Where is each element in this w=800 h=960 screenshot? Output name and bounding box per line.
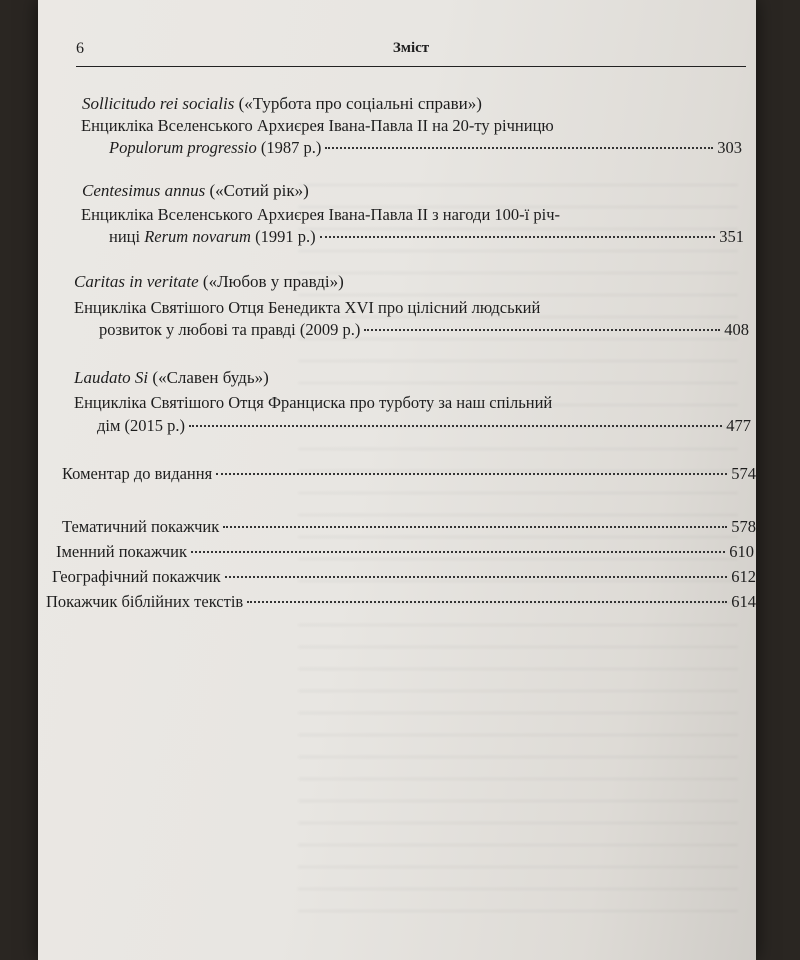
page-ref: 578	[731, 517, 756, 536]
ukrainian-title: («Любов у правді»)	[198, 272, 344, 291]
toc-entry-description-cont: дім (2015 р.)	[97, 416, 186, 435]
dot-leader	[225, 576, 728, 578]
dot-leader	[223, 526, 727, 528]
commentary-row	[62, 464, 756, 484]
index-row	[46, 592, 756, 612]
index-row	[56, 542, 754, 562]
dot-leader	[191, 551, 725, 553]
index-label: Іменний покажчик	[56, 542, 188, 561]
toc-entry-title	[82, 181, 309, 201]
latin-title: Caritas in veritate	[74, 272, 199, 291]
year-text: (1991 р.)	[250, 227, 316, 246]
page-ref: 574	[731, 464, 756, 483]
commentary-label: Коментар до видання	[62, 464, 213, 483]
latin-title: Centesimus annus	[82, 181, 206, 200]
toc-entry-description: Енцикліка Святішого Отця Франциска про турботу за наш спільний	[74, 393, 553, 412]
ukrainian-title: («Турбота про соціальні справи»)	[234, 94, 482, 113]
latin-title: Sollicitudo rei socialis	[82, 94, 235, 113]
page-ref: 408	[724, 320, 749, 339]
toc-entry-description-cont	[109, 138, 321, 158]
index-row	[52, 567, 756, 587]
line-prefix: ниці	[109, 227, 145, 246]
toc-entry-description: Енцикліка Вселенського Архиєрея Івана-Павла ІІ з нагоди 100-ї річ-	[81, 205, 560, 224]
toc-entry-description: Енцикліка Вселенського Архиєрея Івана-Павла ІІ на 20-ту річницю	[81, 116, 554, 135]
latin-title: Laudato Si	[74, 368, 149, 387]
dot-leader	[216, 473, 727, 475]
toc-entry-leader-row	[99, 320, 749, 340]
page-ref: 351	[719, 227, 744, 246]
toc-entry-description: Енцикліка Святішого Отця Бенедикта XVI про цілісний людський	[74, 298, 541, 317]
index-row	[62, 517, 756, 537]
page-ref: 614	[731, 592, 756, 611]
dot-leader	[189, 425, 722, 427]
toc-entry-leader-row	[97, 416, 751, 436]
dot-leader	[247, 601, 727, 603]
dot-leader	[364, 329, 720, 331]
encyclical-reference: Rerum novarum	[144, 227, 251, 246]
page-number: 6	[76, 40, 84, 57]
toc-entry-title	[74, 368, 269, 388]
toc-entry-leader-row	[109, 227, 744, 247]
toc-entry-title	[74, 272, 344, 292]
page-ref: 612	[731, 567, 756, 586]
ukrainian-title: («Сотий рік»)	[205, 181, 309, 200]
toc-entry-title	[82, 94, 482, 114]
index-label: Покажчик біблійних текстів	[46, 592, 244, 611]
index-label: Географічний покажчик	[52, 567, 221, 586]
year-text: (1987 р.)	[256, 138, 322, 157]
page-ref: 610	[729, 542, 754, 561]
index-label: Тематичний покажчик	[62, 517, 220, 536]
ukrainian-title: («Славен будь»)	[148, 368, 269, 387]
toc-entry-leader-row	[109, 138, 742, 158]
dot-leader	[320, 236, 716, 238]
dot-leader	[325, 147, 713, 149]
book-page	[38, 0, 756, 960]
page-header	[76, 38, 746, 67]
page-ref: 303	[717, 138, 742, 157]
toc-entry-description-cont: розвиток у любові та правді (2009 р.)	[99, 320, 361, 339]
page-ref: 477	[726, 416, 751, 435]
encyclical-reference: Populorum progressio	[109, 138, 257, 157]
running-head: Зміст	[392, 40, 430, 56]
toc-entry-description-cont	[109, 227, 316, 247]
